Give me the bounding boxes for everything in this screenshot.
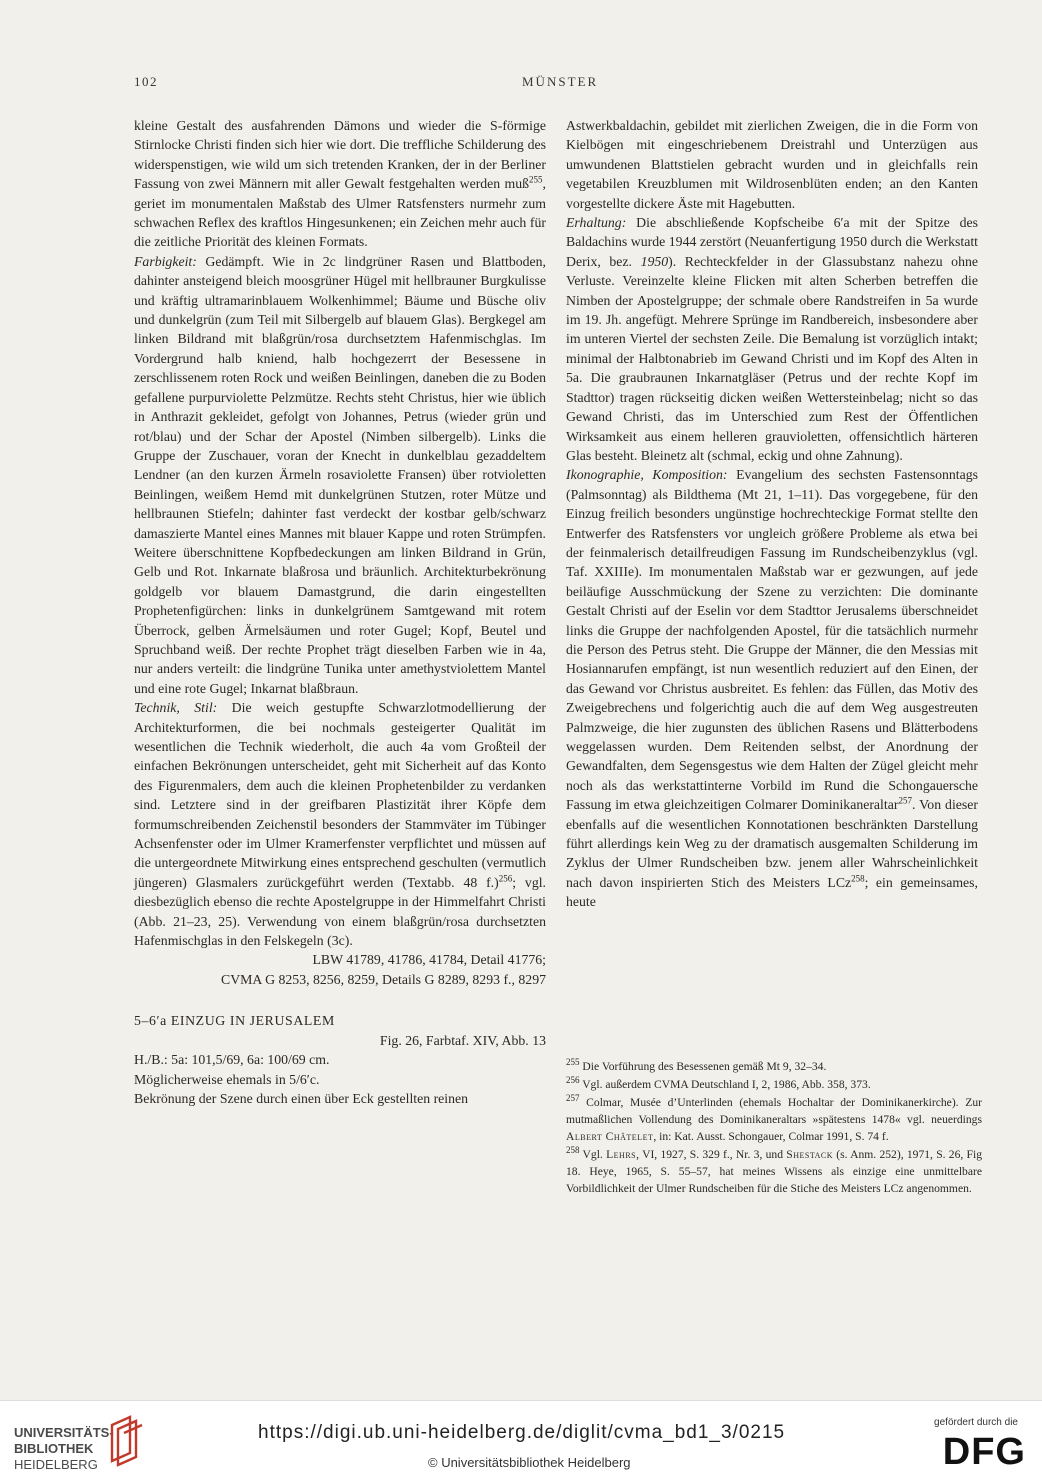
- paragraph-technik: Technik, Stil: Die weich gestupfte Schwarzlotmodellierung der Architekturformen, die bei nochmals gesteigerter Qualität im wesentlichen die Technik wiederholt, die auch 4a vom Großteil der einfachen Bekrönungen unterscheidet, geht mit Sicherheit auf das Konto des Figurenmalers, dem auch die kleinen Prophetenbilder zu verdanken sind. Letztere sind in der greifbaren Plastizität ihrer Köpfe dem formumschreibenden Zeichenstil besonders der Stammväter im Tübinger Achsenfenster oder im Ulmer Kramerfenster verpflichtet und müssen auf die untergeordnete Mitwirkung eines entsprechend geschulten (vermutlich jüngeren) Glasmalers zurückgeführt werden (Textabb. 48 f.)$^{256}$; vgl. diesbezüglich ebenso die rechte Apostelgruppe in der Himmelfahrt Christi (Abb. 21–23, 25). Verwendung von einem blaßgrün/rosa durchsetzten Hafenmischglas in den Felskegeln (3c).: [134, 700, 546, 949]
- dfg-logo: DFG: [942, 1431, 1026, 1473]
- footnote-255: $^{255}$ Die Vorführung des Besessenen gemäß Mt 9, 32–34.: [566, 1057, 827, 1073]
- copyright-notice: © Universitätsbibliothek Heidelberg: [428, 1455, 631, 1470]
- footnote-256: $^{256}$ Vgl. außerdem CVMA Deutschland I, 2, 1986, Abb. 358, 373.: [566, 1075, 871, 1091]
- footnote-ref[interactable]: 257: [898, 795, 912, 806]
- running-title: MÜNSTER: [522, 74, 599, 89]
- library-name: UNIVERSITÄTS- BIBLIOTHEK HEIDELBERG: [14, 1425, 114, 1472]
- viewer-footer: [0, 1400, 1042, 1482]
- paragraph: Bekrönung der Szene durch einen über Eck gestellten reinen: [134, 1090, 469, 1106]
- paragraph-farbigkeit: Farbigkeit: Gedämpft. Wie in 2c lindgrüner Rasen und Blattboden, dahinter ansteigend bleich moosgrüner Hügel mit hellbrauner Burgkulisse und kräftig ultramarinblauem Wolkenhimmel; Bäume und Büsche oliv und dunkelgrün (zum Teil mit Silbergelb auf blauem Glas). Bergkegel am linken Bildrand mit blaßgrün/rosa durchsetztem Hafenmischglas. Im Vordergrund halb kniend, halb hochgezerrt der Besessene in zerschlissenem roten Rock und weißen Beinlingen, daneben die zu Boden gefallene purpurviolette Pelzmütze. Rechts steht Christus, hier wie üblich in Anthrazit gekleidet, gefolgt von Johannes, Petrus (wieder grün und rot/blau) und der Schar der Apostel (Nimben silbergelb). Links die Gruppe der Zuschauer, voran der Knecht in dunkelblau gezaddeltem Lendner (an den kurzen Ärmeln rosaviolette Fransen) über rotvioletten Beinlingen, weißem Hemd mit dunkelgrünen Stutzen, roter Mütze und hellbraunen Stiefeln; dahinter fast verdeckt der kostbar gelb/schwarz damaszierte Mantel eines Mannes mit blauer Kappe und roten Strümpfen. Weitere überschnittene Kopfbedeckungen am linken Bildrand in Grün, Gelb und Rot. Inkarnate blaßrosa und bräunlich. Architekturbekrönung goldgelb vor blauem Damastgrund, die darin eingestellten Prophetenfigürchen: links in dunkelgrünem Samtgewand mit rotem Überrock, gelben Ärmelsäumen und roter Gugel; Kopf, Beutel und Spruchband weiß. Der rechte Prophet trägt dieselben Farben wie in 4a, nur anders verteilt: die lindgrüne Tunika unter amethystviolettem Mantel und eine rote Gugel; Inkarnat blaßbraun.: [134, 253, 546, 696]
- paragraph: Astwerkbaldachin, gebildet mit zierlichen Zweigen, die in die Form von Kielbögen mit eingeschriebenem Dreistrahl und Unterzügen aus umwundenen Blattstielen gebracht wurden und in gleichfalls rein vegetabilen Kreuzblumen mit Wildrosenblüten enden; an den Kanten vorgestellte dickere Äste mit Hagebutten.: [566, 118, 978, 211]
- university-logo-icon: [104, 1415, 144, 1471]
- footnote-ref[interactable]: 258: [851, 873, 865, 884]
- footnote-ref[interactable]: 256: [498, 873, 513, 884]
- page-number: 102: [134, 74, 158, 89]
- footnote-258: $^{258}$ Vgl. Lehrs, VI, 1927, S. 329 f., Nr. 3, und Shestack (s. Anm. 252), 1971, S. 26, Fig 18. Heye, 1965, S. 55–57, hat meines Wissens als einzige eine unmittelbare Vorbildlichkeit der Ulmer Rundscheiben für die Stiche des Meisters LCz angenommen.: [566, 1145, 983, 1195]
- figure-reference: Fig. 26, Farbtaf. XIV, Abb. 13: [379, 1032, 546, 1048]
- footnotes: [566, 1058, 982, 1198]
- right-column: [566, 116, 978, 912]
- cvma-reference: CVMA G 8253, 8256, 8259, Details G 8289, 8293 f., 8297: [221, 971, 546, 987]
- footnote-257: $^{257}$ Colmar, Musée d’Unterlinden (ehemals Hochaltar der Dominikanerkirche). Zur mutmaßlichen Vollendung des Dominikaneraltars »spätestens 1478« vgl. neuerdings Albert Châtelet, in: Kat. Ausst. Schongauer, Colmar 1991, S. 74 f.: [566, 1093, 982, 1143]
- paragraph: kleine Gestalt des ausfahrenden Dämons und wieder die S-förmige Stirnlocke Christi finden sich hier wie dort. Die treffliche Schilderung des widerspenstigen, wie wild um sich tretenden Kranken, der in der Berliner Fassung von zwei Männern mit aller Gewalt festgehalten werden muß$^{255}$, geriet im monumentalen Maßstab des Ulmer Ratsfensters nurmehr zum schwachen Reflex des kraftlos Hingesunkenen; ein Zeichen mehr auch für die zeitliche Priorität des kleinen Formats.: [134, 118, 546, 250]
- provenance-note: Möglicherweise ehemals in 5/6′c.: [134, 1071, 320, 1087]
- footnote-ref[interactable]: 255: [529, 174, 543, 185]
- section-label: Erhaltung:: [566, 215, 627, 231]
- permalink-url[interactable]: https://digi.ub.uni-heidelberg.de/diglit/cvma_bd1_3/0215: [258, 1422, 786, 1443]
- dimensions: H./B.: 5a: 101,5/69, 6a: 100/69 cm.: [134, 1052, 330, 1068]
- section-label: Technik, Stil:: [134, 700, 218, 716]
- paragraph-erhaltung: Erhaltung: Die abschließende Kopfscheibe 6′a mit der Spitze des Baldachins wurde 1944 zerstört (Neuanfertigung 1950 durch die Werkstatt Derix, bez. 1950). Rechteckfelder in der Glassubstanz nahezu ohne Verluste. Vereinzelte kleine Flicken mit alten Scherben betreffen die Nimben der Apostelgruppe; der schmale obere Randstreifen in 5a wurde im 19. Jh. angefügt. Mehrere Sprünge im Randbereich, insbesondere aber im unteren Viertel der sechsten Zeile. Die Bemalung ist vorzüglich intakt; minimal der Halbtonabrieb im Gewand Christi und im Kopf des Alten in 5a. Die graubraunen Inkarnatgläser (Petrus und der rechte Kopf im Stadttor) tragen rückseitig dicken weißen Wettersteinbelag; nicht so das Gewand Christi, das im Unterschied zum Rest der Öffentlichen Wirksamkeit aus einem helleren grauvioletten, offensichtlich härteren Glas besteht. Bleinetz alt (schmal, eckig und ohne Zahnung).: [566, 215, 979, 463]
- section-label: Ikonographie, Komposition:: [566, 467, 728, 483]
- paragraph-ikonographie: Ikonographie, Komposition: Evangelium des sechsten Fastensonntags (Palmsonntag) als Bildthema (Mt 21, 1–11). Das vorgegebene, für den Einzug freilich besonders ungünstige hochrechteckige Format stellte den Entwerfer des Ratsfensters vor ungleich größere Probleme als etwa bei der feinmalerisch detailfreudigen Fassung im Rundscheibenzyklus (vgl. Taf. XXIIIe). Im monumentalen Maßstab war er gezwungen, auf jede beiläufige Ausschmückung der Szene zu verzichten: Die dominante Gestalt Christi auf der Eselin vor dem Stadttor Jerusalems überschneidet links die Gruppe der nachfolgenden Apostel, für die tatsächlich nurmehr die Person des Petrus steht. Die Gruppe der Männer, die den Messias mit Hosiannarufen empfängt, ist nun wesentlich reduziert auf den Einen, der das Gewand vor Christus ausbreitet. Es fehlen: das Füllen, das Motiv des Zweigebrechens und folgerichtig auch die auf dem Weg ausgestreuten Palmzweige, die hier zugunsten des üblichen Rasens und Blätterbodens weggelassen wurden. Dem Reitenden selbst, der Anordnung der Gewandfalten, dem Segensgestus wie dem Halten der Zügel gleicht mehr noch als das werkstattinterne Vorbild im Rund die Schongauersche Fassung im etwa gleichzeitigen Colmarer Dominikaneraltar$^{257}$. Von dieser ebenfalls auf die wesentlichen Konnotationen beschränkten Darstellung führt allerdings kein Weg zu der dramatisch ausgemalten Schilderung im Zyklus der Ulmer Rundscheiben bzw. jenem aller Wahrscheinlichkeit nach davon inspirierten Stich des Meisters LCz$^{258}$; ein gemeinsames, heute: [566, 467, 979, 910]
- left-column: [134, 116, 546, 1108]
- section-heading: 5–6′a EINZUG IN JERUSALEM: [134, 1013, 335, 1029]
- lbw-reference: LBW 41789, 41786, 41784, Detail 41776;: [312, 952, 546, 968]
- section-label: Farbigkeit:: [134, 253, 197, 269]
- funding-note: gefördert durch die: [934, 1417, 1018, 1428]
- running-header: [134, 74, 980, 96]
